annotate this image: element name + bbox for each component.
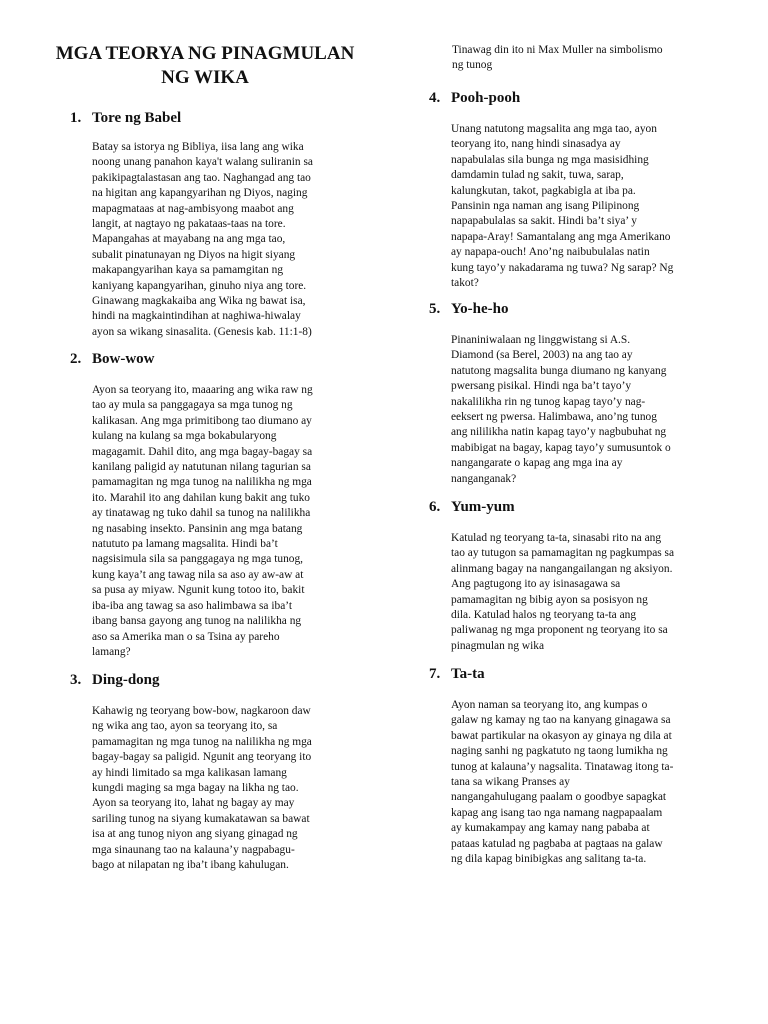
text-line: Pinaniniwalaan ng linggwistang si A.S.: [451, 334, 631, 346]
section-heading: [70, 108, 366, 128]
text-line: Batay sa istorya ng Bibliya, iisa lang ang wika: [92, 141, 304, 153]
section-number: 1.: [70, 110, 82, 126]
text-line: bagay-bagay sa paligid. Ngunit ang teoryang ito: [92, 751, 312, 764]
text-line: nangangarate o kapag ang mga ina ay: [451, 457, 623, 470]
section-body: [429, 531, 725, 654]
text-line: natutong magsalita bunga diumano ng kanyang: [451, 364, 667, 377]
section-yo-he-ho: [429, 299, 725, 487]
section-body: [70, 140, 366, 340]
text-line: Ayon sa teoryang ito, lahat ng bagay ay may: [92, 797, 295, 810]
text-line: nakalilikha rin ng tunog kapag tayo’y nag-: [451, 395, 646, 408]
section-heading: [429, 497, 725, 517]
section-number: 2.: [70, 351, 82, 367]
text-line: Ayon naman sa teoryang ito, ang kumpas o: [451, 699, 648, 711]
text-line: nangangahulugang paalam o goodbye sapagkat: [451, 791, 667, 804]
text-line: kung kaya’t ang tawag nila sa aso ay aw-aw at: [92, 568, 304, 581]
section-title: Bow-wow: [92, 351, 155, 367]
text-line: tao ay tutugon sa pamamagitan ng pagkumpas sa: [451, 547, 675, 560]
section-body: [429, 333, 725, 487]
document-title: [40, 42, 370, 90]
text-line: ibang bansa gayong ang tunog na nalilikha ng: [92, 615, 302, 628]
text-line: mga sinaunang tao na kalauna’y nagpabagu-: [92, 843, 295, 856]
text-line: takot?: [451, 277, 479, 290]
section-heading: [429, 299, 725, 319]
text-line: mapagmataas at nag-ambisyong maabot ang: [92, 202, 294, 215]
text-line: ng nasabing insekto. Pansinin ang mga batang: [92, 522, 303, 535]
section-heading: [429, 88, 725, 108]
text-line: ayon sa wikang sinasalita. (Genesis kab. 11:1-8): [92, 325, 312, 338]
section-heading: [429, 664, 725, 684]
section-title: Tore ng Babel: [92, 110, 182, 126]
text-line: kalikasan. Ang mga primitibong tao diumano ay: [92, 414, 312, 427]
text-line: ng tunog: [452, 59, 493, 72]
text-line: langit, at nagtayo ng pakataas-taas na tore.: [92, 218, 286, 231]
continued-text: [452, 43, 732, 74]
text-line: Ginawang magkakaiba ang Wika ng bawat isa,: [92, 295, 306, 308]
text-line: kung tayo’y nakadarama ng tuwa? Ng sarap? Ng: [451, 261, 674, 274]
text-line: paliwanag ng mga proponent ng teoryang ito sa: [451, 624, 668, 637]
section-ta-ta: [429, 664, 725, 867]
text-line: ng wika ang tao, ayon sa teoryang ito, sa: [92, 720, 278, 733]
section-body: [70, 704, 366, 873]
text-line: nanganganak?: [451, 472, 517, 485]
text-line: kaniyang kapangyarihan, ginuho niya ang tore.: [92, 279, 307, 292]
text-line: eeksert ng pwersa. Halimbawa, ano’ng tunog: [451, 411, 657, 424]
text-line: ito. Marahil ito ang dahilan kung bakit ang tuko: [92, 491, 310, 504]
text-line: Ayon sa teoryang ito, maaaring ang wika raw ng: [92, 384, 313, 396]
text-line: Kahawig ng teoryang bow-bow, nagkaroon daw: [92, 705, 311, 717]
text-line: ay napapa-ouch! Ano’ng naibubulalas natin: [451, 246, 650, 259]
text-line: kanilang paligid ay natutunan nilang tagurian sa: [92, 461, 311, 474]
section-tore-ng-babel: [70, 108, 366, 340]
text-line: tana sa wikang Pranses ay: [451, 776, 570, 789]
section-title: Yo-he-ho: [451, 301, 509, 317]
text-line: mabibigat na bagay, kapag tayo’y sumusuntok o: [451, 441, 671, 454]
text-line: Diamond (sa Berel, 2003) na ang tao ay: [451, 349, 633, 362]
title-line: NG WIKA: [161, 67, 249, 88]
section-heading: [70, 349, 366, 369]
text-line: isa at ang tunog niyon ang siyang ginagad ng: [92, 828, 298, 841]
section-bow-wow: [70, 349, 366, 660]
text-line: damdamin tulad ng sakit, tuwa, sarap,: [451, 169, 624, 182]
section-title: Ding-dong: [92, 672, 160, 688]
section-body: [429, 122, 725, 291]
section-heading: [70, 670, 366, 690]
text-line: pamamagitan ng mga tunog na nalilikha ng mga: [92, 735, 312, 748]
text-line: sariling tunog na siyang kumakatawan sa bawat: [92, 812, 310, 825]
text-line: pamamagitan ng mga tunog na nalilikha ng mga: [92, 476, 312, 489]
text-line: kulang na kulang sa mga bokabularyong: [92, 430, 277, 443]
text-line: tao ay mula sa panggagaya sa mga tunog ng: [92, 399, 293, 412]
section-ding-dong: [70, 670, 366, 873]
text-line: pwersang pisikal. Hindi nga ba’t tayo’y: [451, 380, 632, 393]
text-line: tunog at kalauna’y nagsalita. Tinatawag itong ta-: [451, 760, 674, 773]
text-line: ay tinatawag ng tuko dahil sa tunog na nalilikha: [92, 507, 311, 520]
section-title: Pooh-pooh: [451, 90, 521, 106]
text-line: ng dila kapag binibigkas ang salitang ta-ta.: [451, 853, 647, 866]
text-line: noong unang panahon kaya't walang suliranin sa: [92, 156, 313, 169]
text-line: Katulad ng teoryang ta-ta, sinasabi rito na ang: [451, 532, 662, 544]
section-body: [70, 383, 366, 660]
text-line: ang nililikha natin kapag tayo’y nagbubuhat ng: [451, 426, 667, 439]
text-line: napapa-Aray! Samantalang ang mga Amerikano: [451, 230, 671, 243]
text-line: Unang natutong magsalita ang mga tao, ayon: [451, 123, 657, 135]
text-line: lamang?: [92, 645, 131, 658]
text-line: pataas katulad ng pagbaba at pagtaas na galaw: [451, 837, 663, 850]
section-body: [429, 698, 725, 867]
text-line: Tinawag din ito ni Max Muller na simbolismo: [452, 44, 663, 56]
text-line: natututo pa lamang magsalita. Hindi ba’t: [92, 538, 278, 551]
section-number: 4.: [429, 90, 441, 106]
section-title: Ta-ta: [451, 666, 485, 682]
text-line: napapabulalas sa sakit. Hindi ba’t siya’ y: [451, 215, 637, 228]
section-yum-yum: [429, 497, 725, 654]
text-line: bago at nilapatan ng iba’t ibang kahulugan.: [92, 859, 289, 872]
section-number: 6.: [429, 499, 441, 515]
text-line: kungdi maging sa mga bagay na likha ng tao.: [92, 782, 299, 795]
text-line: naging sanhi ng pagkatuto ng taong lumikha ng: [451, 745, 668, 758]
text-line: ay kumakampay ang kamay nang pababa at: [451, 822, 650, 835]
text-line: aso sa Amerika man o sa Tsina ay pareho: [92, 630, 280, 643]
text-line: pamamagitan ng bibig ayon sa posisyon ng: [451, 593, 648, 606]
text-line: bawat partikular na okasyon ay ginaya ng dila at: [451, 729, 672, 742]
text-line: Pansinin nga naman ang isang Pilipinong: [451, 200, 640, 213]
text-line: alinmang bagay na nangangailangan ng aksiyon.: [451, 562, 673, 575]
text-line: ay hindi limitado sa mga kalikasan lamang: [92, 766, 287, 779]
section-number: 7.: [429, 666, 441, 682]
section-title: Yum-yum: [451, 499, 515, 515]
text-line: makapangyarihan kaya sa pamamgitan ng: [92, 264, 284, 277]
text-line: na higitan ang kapangyarihan ng Diyos, naging: [92, 187, 308, 200]
section-pooh-pooh: [429, 88, 725, 291]
title-line: MGA TEORYA NG PINAGMULAN: [55, 43, 355, 64]
text-line: pinagmulan ng wika: [451, 639, 545, 652]
text-line: kapag ang isang tao nga namang nagpapaalam: [451, 806, 663, 819]
section-number: 3.: [70, 672, 82, 688]
section-number: 5.: [429, 301, 441, 317]
text-line: kalungkutan, takot, pagkabigla at iba pa.: [451, 184, 636, 197]
text-line: nagsisimula sila sa panggagaya ng mga tunog,: [92, 553, 303, 566]
text-line: dila. Katulad halos ng teoryang ta-ta ang: [451, 609, 637, 622]
text-line: iba-iba ang tawag sa aso halimbawa sa iba’t: [92, 599, 293, 612]
text-line: teoryang ito, nang hindi sinasadya ay: [451, 138, 621, 151]
text-line: Mapangahas at mayabang na ang mga tao,: [92, 233, 286, 246]
text-line: sa pusa ay miyaw. Ngunit kung totoo ito, bakit: [92, 584, 305, 597]
text-line: magagamit. Dahil dito, ang mga bagay-bagay sa: [92, 445, 313, 458]
text-line: napabulalas sila bunga ng mga masisidhing: [451, 153, 649, 166]
text-line: subalit pinatunayan ng Diyos na higit siyang: [92, 248, 296, 261]
text-line: pakikipagtalastasan ang tao. Naghangad ang tao: [92, 171, 311, 184]
text-line: galaw ng kamay ng tao na kanyang ginagawa sa: [451, 714, 671, 727]
text-line: Ang pagtugong ito ay isinasagawa sa: [451, 578, 621, 591]
text-line: hindi na magkaintindihan at naghiwa-hiwalay: [92, 310, 301, 323]
